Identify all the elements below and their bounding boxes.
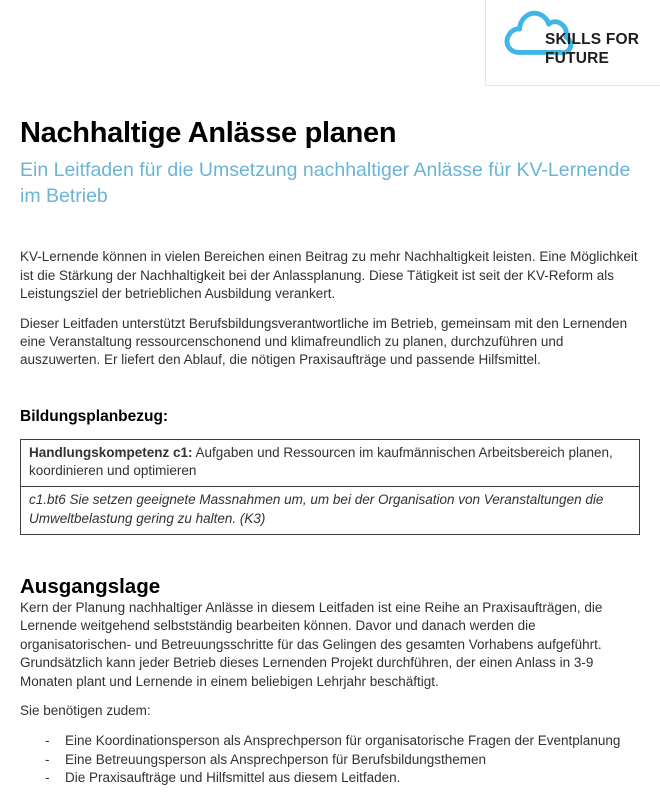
ausgangslage-heading: Ausgangslage [20, 575, 161, 599]
logo-wordmark [545, 31, 639, 69]
list-item-text: Eine Koordinationsperson als Ansprechperson für organisatorische Fragen der Eventplanung [65, 733, 621, 749]
list-item [20, 732, 640, 750]
page-title: Nachhaltige Anlässe planen [20, 117, 397, 149]
list-item-text: Eine Betreuungsperson als Ansprechperson für Berufsbildungsthemen [65, 751, 487, 767]
kompetenz-text: Aufgaben und Ressourcen im kaufmännischen Arbeitsbereich planen, koordinieren und optimieren [29, 444, 613, 478]
kompetenz-cell [21, 439, 640, 487]
leistungsziel-cell: c1.bt6 Sie setzen geeignete Massnahmen um, um bei der Organisation von Veranstaltungen die Umweltbelastung gering zu halten. (K3) [21, 487, 640, 535]
ausgangslage-paragraph: Kern der Planung nachhaltiger Anlässe in diesem Leitfaden ist eine Reihe an Praxisaufträgen, die Lernende weitgehend selbstständig bearbeiten können. Davor und danach werden die organisatorischen- und Betreuungsschritte für das Gelingen des gesamten Vorhabens aufgeführt. Grundsätzlich kann jeder Betrieb dieses Lernenden Projekt durchführen, der einen Anlass in 3-9 Monaten plant und Lernende in einem beliebigen Lehrjahr beschäftigt. [20, 600, 603, 689]
bullet-dash: - [45, 733, 50, 749]
intro-paragraph-1: KV-Lernende können in vielen Bereichen einen Beitrag zu mehr Nachhaltigkeit leisten. Eine Möglichkeit ist die Stärkung der Nachhaltigkeit bei der Anlassplanung. Diese Tätigkeit ist seit der KV-Reform als Leistungsziel der betrieblichen Ausbildung verankert. [20, 249, 638, 302]
logo-line2: FUTURE [545, 49, 610, 67]
intro-paragraph-2: Dieser Leitfaden unterstützt Berufsbildungsverantwortliche im Betrieb, gemeinsam mit den Lernenden eine Veranstaltung ressourcenschonend und klimafreundlich zu planen, durchzuführen und auszuwerten. Er liefert den Ablauf, die nötigen Praxisaufträge und passende Hilfsmittel. [20, 315, 628, 368]
page-subtitle: Ein Leitfaden für die Umsetzung nachhaltiger Anlässe für KV-Lernende im Betrieb [20, 159, 631, 207]
table-row [21, 439, 640, 487]
list-intro: Sie benötigen zudem: [20, 702, 151, 718]
kompetenz-label: Handlungskompetenz c1: [29, 444, 193, 460]
skills-for-future-logo [485, 0, 660, 86]
logo-line1: SKILLS FOR [545, 31, 640, 48]
bullet-dash: - [45, 769, 50, 785]
bildungsplanbezug-heading: Bildungsplanbezug: [20, 407, 169, 425]
bildungsplan-table [20, 439, 640, 535]
table-row [21, 487, 640, 535]
intro-section [20, 248, 640, 369]
list-item-text: Die Praxisaufträge und Hilfsmittel aus diesem Leitfaden. [65, 769, 401, 785]
bullet-dash: - [45, 751, 50, 767]
list-item [20, 751, 640, 769]
requirements-list [20, 732, 640, 787]
list-item [20, 769, 640, 787]
